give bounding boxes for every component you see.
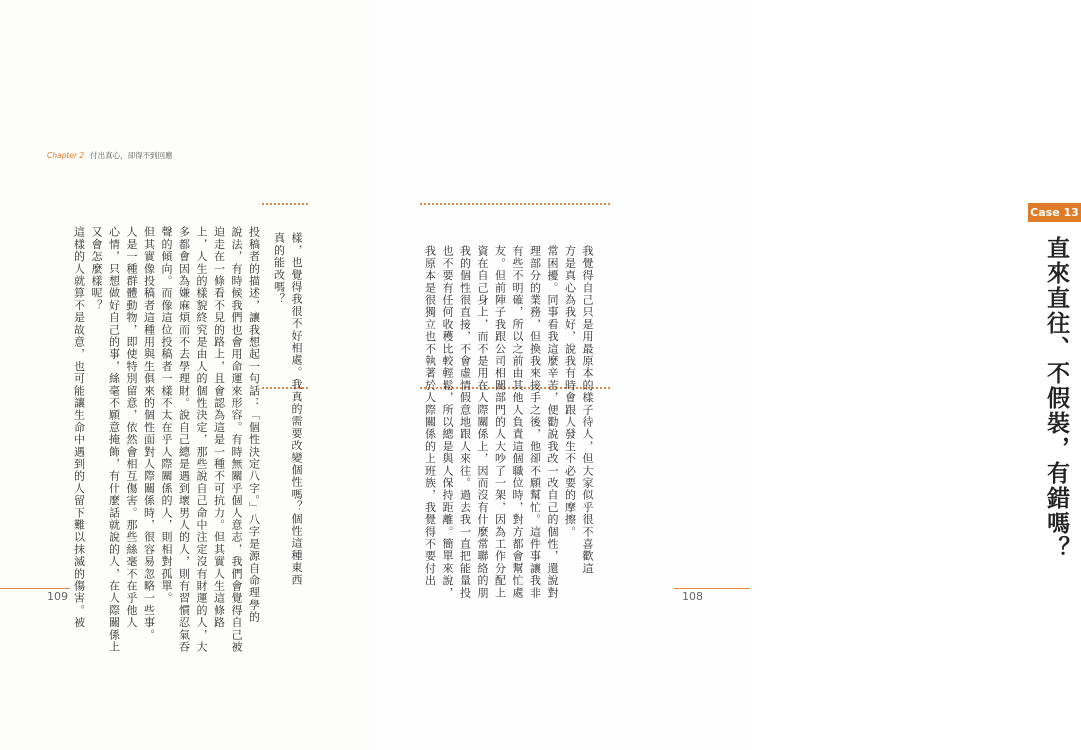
chapter-label: Chapter 2: [47, 151, 85, 160]
case-badge: Case 13: [1028, 203, 1081, 222]
body-line: 這樣的人就算不是故意，也可能讓生命中遇到的人留下難以抹滅的傷害。被: [72, 226, 86, 629]
running-head: [47, 150, 173, 161]
body-line: 友。但前陣子我跟公司相關部門的人大吵了一架，因為工作分配上: [493, 245, 507, 599]
body-line: 迫走在一條看不見的路上，且會認為這是一種不可抗力。但其實人生這條路: [212, 226, 226, 629]
case-title: 直來直往、不假裝，有錯嗎？: [1043, 236, 1069, 561]
body-line: 我原本是很獨立也不執著於人際關係的上班族，我覺得不要付出: [423, 245, 437, 587]
body-line: 又會怎麼樣呢？: [90, 226, 103, 312]
body-line: 上，人生的樣貌終究是由人的個性決定，那些說自己命中注定沒有財運的人，大: [195, 226, 208, 653]
page-number-left: 109: [47, 590, 68, 603]
body-line: 方是真心為我好，說我有時會跟人發生不必要的摩擦。: [563, 245, 577, 538]
body-line: 資在自己身上，而不是用在人際關係上，因而沒有什麼常聯絡的朋: [476, 245, 489, 599]
body-line: 聲的傾向。而像這位投稿者一樣不太在乎人際關係的人，則相對孤單。: [160, 226, 173, 605]
body-line: 我的個性很直接，不會虛情假意地跟人來往。過去我一直把能量投: [458, 245, 472, 599]
chapter-title: 付出真心，卻得不到回應: [90, 151, 173, 160]
body-line: 有些不明確，所以之前由其他人負責這個職位時，對方都會幫忙處: [511, 245, 524, 599]
quote-line: 樣，也覺得我很不好相處。我真的需要改變個性嗎？個性這種東西: [290, 232, 303, 586]
body-line: 人是一種群體動物，即使特別留意，依然會相互傷害。那些絲毫不在乎他人: [125, 226, 138, 629]
right-body-text: [421, 245, 596, 599]
footer-rule: [0, 588, 70, 589]
left-page: [0, 0, 376, 750]
quote-text: [270, 232, 305, 586]
body-line: 投稿者的描述，讓我想起一句話：「個性決定八字。」八字是源自命理學的: [247, 226, 261, 624]
body-line: 理部分的業務，但換我來接手之後，他卻不願幫忙。這件事讓我非: [528, 245, 542, 599]
page-number-right: 108: [682, 590, 703, 603]
left-body-text: [70, 226, 263, 653]
body-line: 常困擾。同事看我這麼辛苦，便勸說我改一改自己的個性，還說對: [546, 245, 559, 599]
body-line: 說法，有時候我們也會用命運來形容。有時無關乎個人意志，我們會覺得自己被: [230, 226, 243, 653]
body-line: 多都會因為嫌麻煩而不去學理財。說自己總是遇到壞男人的人，則有習慣忍氣吞: [177, 226, 191, 653]
body-line: 心情，只想做好自己的事，絲毫不願意掩飾，有什麼話就說的人，在人際關係上: [107, 226, 121, 653]
body-line: 也不要有任何收穫比較輕鬆，所以總是與人保持距離。簡單來說，: [441, 245, 454, 599]
quote-line: 真的能改嗎？: [272, 232, 286, 306]
body-line: 但其實像投稿者這種用與生俱來的個性面對人際關係時，很容易忽略一些事。: [142, 226, 156, 641]
footer-rule: [674, 588, 750, 589]
body-line: 我覺得自己只是用最原本的樣子待人，但大家似乎很不喜歡這: [581, 245, 594, 575]
